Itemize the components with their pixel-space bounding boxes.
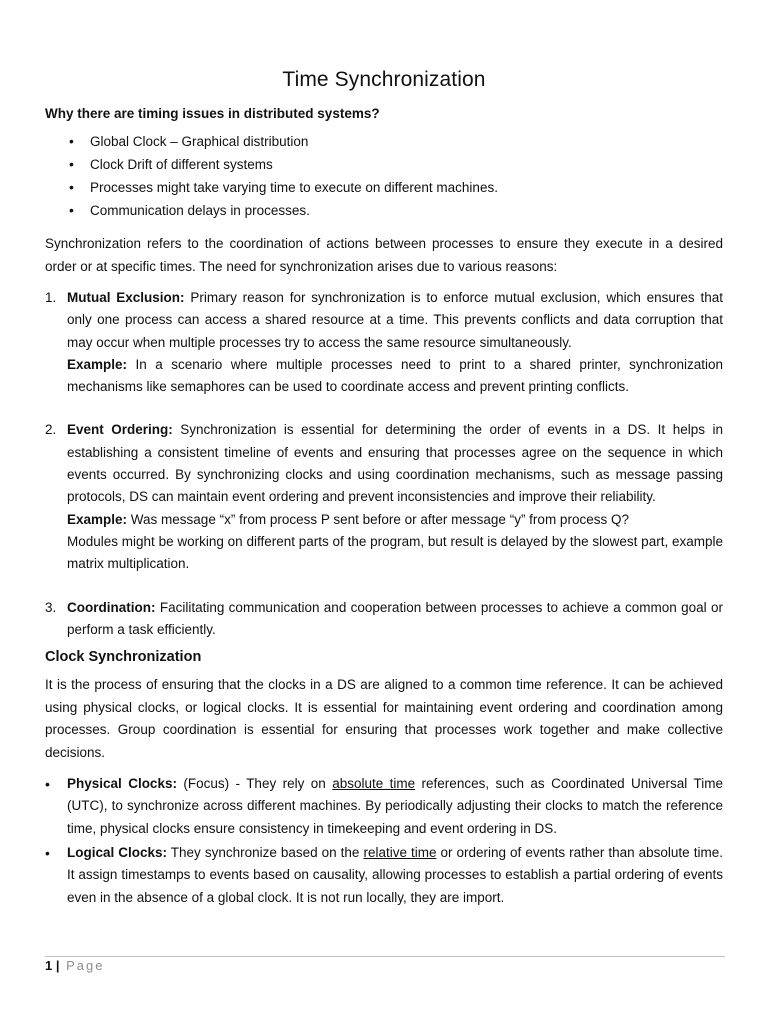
reason-text: Synchronization is essential for determining the order of events in a DS. It helps in establishing a consistent timeline of events and ensuring that processes agree on the sequence in which events occurred. By synchronizing clocks and using coordination mechanisms, such as message passing protocols, DS can maintain event ordering and prevent inconsistencies and improve their reliability. xyxy=(67,422,723,505)
page-number: 1 xyxy=(45,958,53,973)
list-number: 2. xyxy=(45,422,57,438)
underlined-term: absolute time xyxy=(332,776,416,792)
page-footer xyxy=(45,958,105,973)
list-item: • Communication delays in processes. xyxy=(45,199,723,222)
list-item: • Global Clock – Graphical distribution xyxy=(45,130,723,153)
list-number: 3. xyxy=(45,599,57,615)
question-heading: Why there are timing issues in distributed systems? xyxy=(45,106,380,121)
underlined-term: relative time xyxy=(363,845,437,861)
clock-text-post: or ordering of events rather than absolute time. It assign timestamps to events based on causality, allowing processes to establish a partial ordering of events even in the absence of a global clock. It is not run locally, they are import. xyxy=(67,845,723,905)
list-number: 1. xyxy=(45,290,57,305)
clock-term: Physical Clocks: xyxy=(67,776,177,792)
reasons-list xyxy=(45,287,723,641)
list-item: • Processes might take varying time to execute on different machines. xyxy=(45,176,723,199)
list-item xyxy=(45,597,723,642)
reason-term: Coordination: xyxy=(67,599,156,615)
example-text: Was message “x” from process P sent before or after message “y” from process Q? xyxy=(130,511,629,527)
reason-text: Primary reason for synchronization is to enforce mutual exclusion, which ensures that only one process can access a shared resource at a time. This prevents conflicts and data corruption that may occur when multiple processes try to access the same resource simultaneously. xyxy=(67,290,723,350)
example-text: In a scenario where multiple processes need to print to a shared printer, synchronization mechanisms like semaphores can be used to coordinate access and prevent printing conflicts. xyxy=(67,356,723,395)
clock-types-list xyxy=(45,773,723,909)
issues-list xyxy=(45,130,723,222)
clock-intro-paragraph: It is the process of ensuring that the clocks in a DS are aligned to a common time reference. It can be achieved using physical clocks, or logical clocks. It is essential for maintaining event ordering and coordination among processes. Group coordination is essential for ensuring that processes work together and make collective decisions. xyxy=(45,677,723,760)
reason-term: Mutual Exclusion: xyxy=(67,290,185,305)
clock-term: Logical Clocks: xyxy=(67,845,168,861)
list-item: • Clock Drift of different systems xyxy=(45,153,723,176)
clock-text-post: references, such as Coordinated Universal Time (UTC), to synchronize across different machines. By periodically adjusting their clocks to match the reference time, physical clocks ensure consistency in timekeeping and event ordering in DS. xyxy=(67,776,723,836)
reason-text: Facilitating communication and cooperation between processes to achieve a common goal or perform a task efficiently. xyxy=(67,599,723,637)
clock-text-pre: They synchronize based on the xyxy=(170,845,360,861)
footer-divider xyxy=(45,956,725,957)
extra-text: Modules might be working on different parts of the program, but result is delayed by the slowest part, example matrix multiplication. xyxy=(67,533,723,572)
page-label: Page xyxy=(66,958,105,973)
section-heading: Clock Synchronization xyxy=(45,649,202,666)
list-item xyxy=(45,773,723,840)
example-label: Example: xyxy=(67,511,128,527)
clock-text-pre: (Focus) - They rely on xyxy=(183,776,326,792)
intro-paragraph: Synchronization refers to the coordination of actions between processes to ensure they execute in a desired order or at specific times. The need for synchronization arises due to various reasons: xyxy=(45,236,723,274)
reason-term: Event Ordering: xyxy=(67,422,173,438)
list-item xyxy=(45,842,723,909)
example-label: Example: xyxy=(67,356,128,372)
page-title: Time Synchronization xyxy=(282,68,486,91)
footer-separator: | xyxy=(55,958,60,973)
list-item xyxy=(45,419,723,575)
document-page xyxy=(45,68,723,911)
list-item xyxy=(45,287,723,398)
